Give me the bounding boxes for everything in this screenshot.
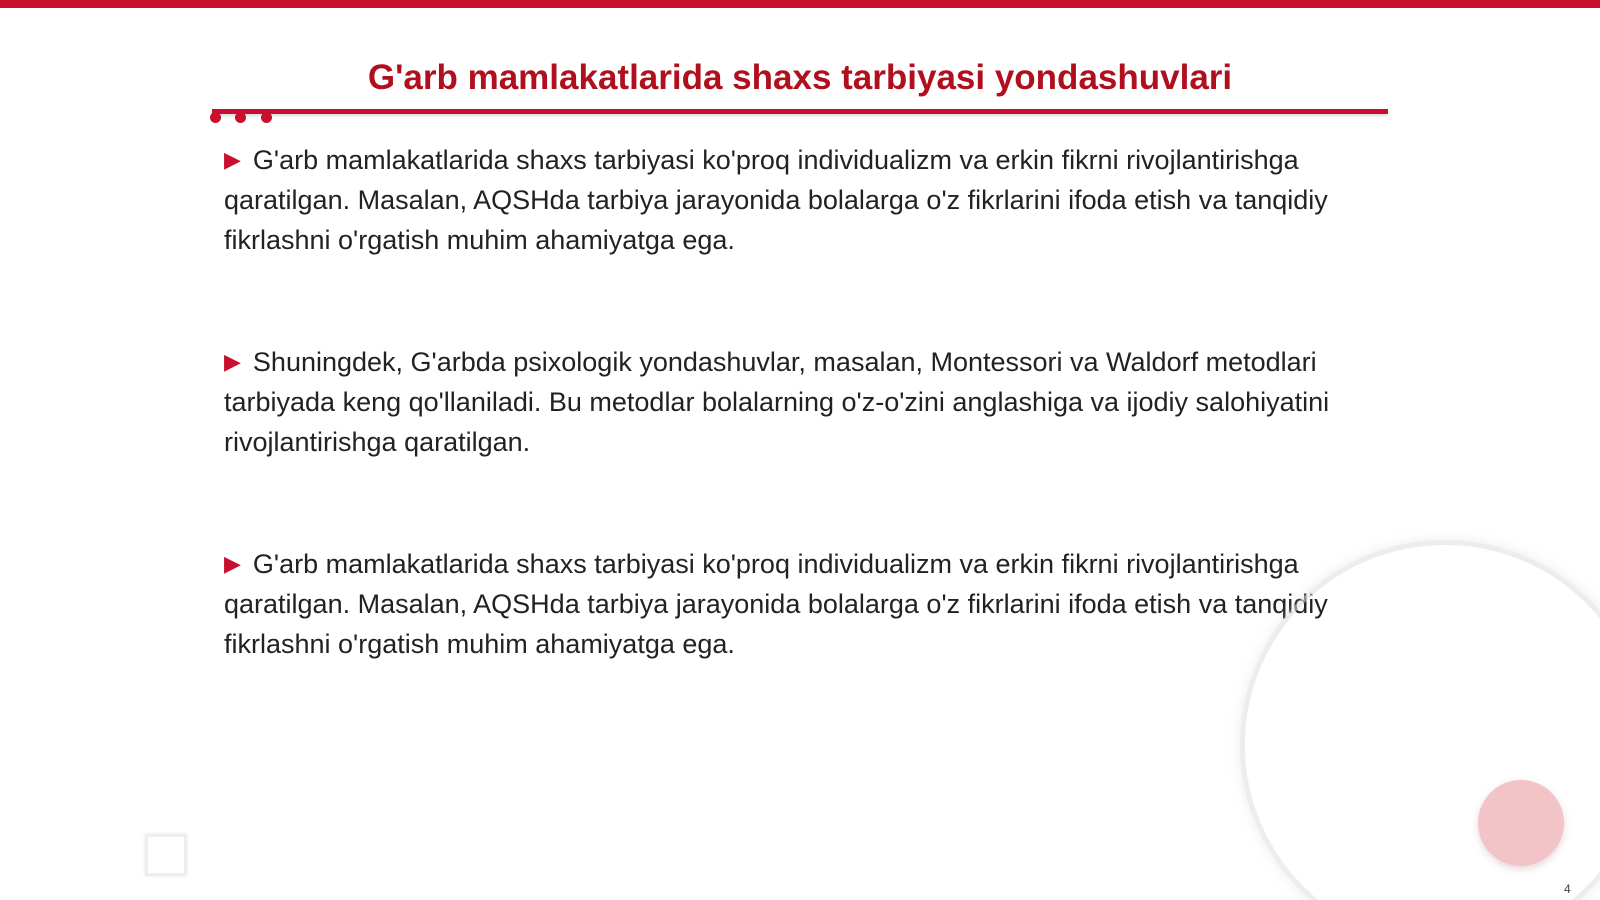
paragraph-text: Shuningdek, G'arbda psixologik yondashuvlar, masalan, Montessori va Waldorf metodlari tarbiyada keng qo'llaniladi. Bu metodlar bolalarning o'z-o'zini anglashiga va ijodiy salohiyatini rivojlantirishga qaratilgan. bbox=[224, 347, 1330, 457]
decor-dot-2 bbox=[235, 112, 246, 123]
title-underline bbox=[212, 109, 1388, 114]
triangle-bullet-icon: ▶ bbox=[224, 147, 241, 172]
bullet-paragraph-1 bbox=[224, 140, 1384, 260]
paragraph-text: G'arb mamlakatlarida shaxs tarbiyasi ko'proq individualizm va erkin fikrni rivojlantirishga qaratilgan. Masalan, AQSHda tarbiya jarayonida bolalarga o'z fikrlarini ifoda etish va tanqidiy fikrlashni o'rgatish muhim ahamiyatga ega. bbox=[224, 549, 1328, 659]
page-number: 4 bbox=[1564, 882, 1571, 896]
bullet-paragraph-3 bbox=[224, 544, 1384, 664]
paragraph-text: G'arb mamlakatlarida shaxs tarbiyasi ko'proq individualizm va erkin fikrni rivojlantirishga qaratilgan. Masalan, AQSHda tarbiya jarayonida bolalarga o'z fikrlarini ifoda etish va tanqidiy fikrlashni o'rgatish muhim ahamiyatga ega. bbox=[224, 145, 1328, 255]
slide-title: G'arb mamlakatlarida shaxs tarbiyasi yondashuvlari bbox=[367, 58, 1233, 97]
decorative-pink-circle bbox=[1478, 780, 1564, 866]
top-accent-bar bbox=[0, 0, 1600, 8]
bullet-paragraph-2 bbox=[224, 342, 1384, 462]
triangle-bullet-icon: ▶ bbox=[224, 349, 241, 374]
decor-dot-1 bbox=[210, 112, 221, 123]
triangle-bullet-icon: ▶ bbox=[224, 551, 241, 576]
decor-dot-3 bbox=[261, 112, 272, 123]
decorative-square bbox=[145, 834, 187, 876]
bullet-list bbox=[224, 140, 1384, 746]
